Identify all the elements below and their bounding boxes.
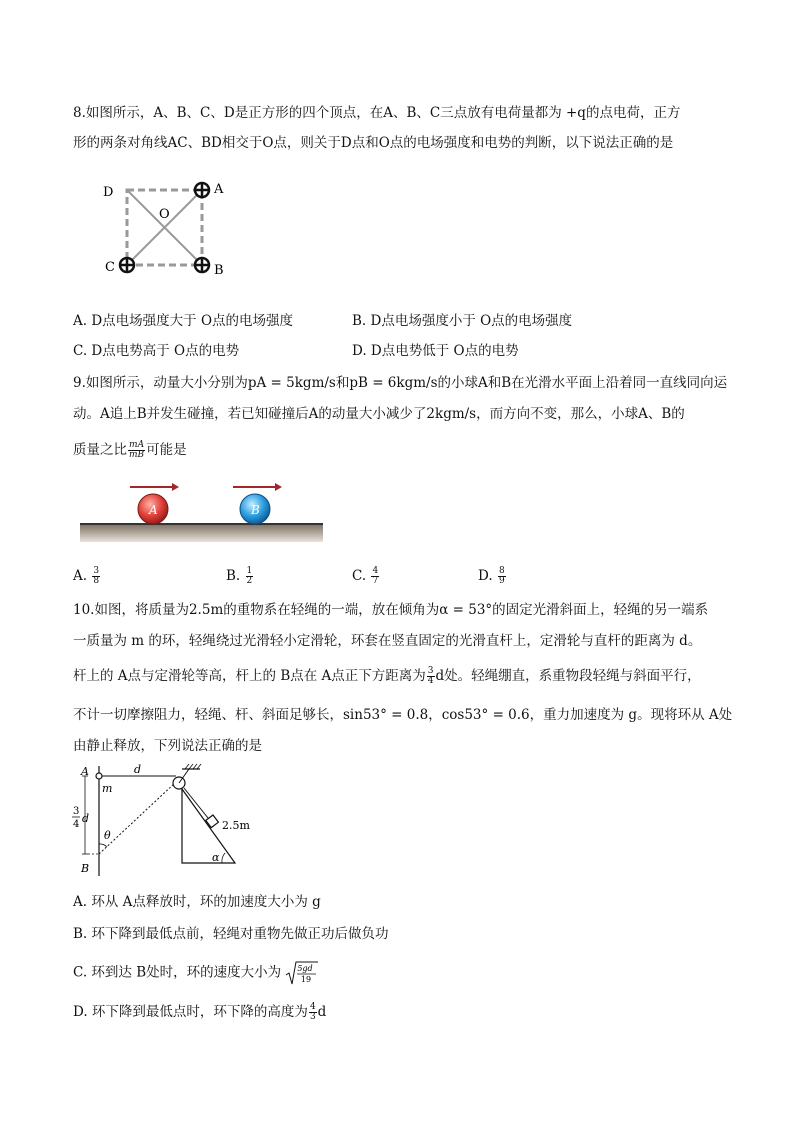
q8-option-a[interactable]: A. D点电场强度大于 O点的电场强度 xyxy=(73,313,294,329)
q8-option-c[interactable]: C. D点电势高于 O点的电势 xyxy=(73,343,240,359)
q10-distance-fraction: $\frac{3}{4}$ xyxy=(427,666,434,686)
q9-stem-line2: 动。A追上B并发生碰撞，若已知碰撞后A的动量大小减少了2kgm/s，而方向不变，那么，小球A、B的 xyxy=(73,406,685,422)
fig-label-d: d xyxy=(134,763,142,776)
q10-stem-line2: 一质量为 m 的环，轻绳绕过光滑轻小定滑轮，环套在竖直固定的光滑直杆上，定滑轮与直杆的距离为 d。 xyxy=(73,633,702,649)
opt-c-den: 19 xyxy=(301,975,312,984)
q9-ratio-suffix: 可能是 xyxy=(146,442,187,458)
q9-option-b[interactable]: B. $\frac{1}{2}$ xyxy=(226,566,253,586)
charge-a-icon xyxy=(195,183,209,197)
fig-label-m: m xyxy=(102,782,113,795)
q8-square-figure xyxy=(95,175,235,280)
charge-b-icon xyxy=(195,258,209,272)
q9-option-d[interactable]: D. $\frac{8}{9}$ xyxy=(478,566,505,586)
q10-option-b[interactable]: B. 环下降到最低点前，轻绳对重物先做正功后做负功 xyxy=(73,926,389,942)
opt-c-num: 5gd xyxy=(297,964,314,973)
q10-option-a[interactable]: A. 环从 A点释放时，环的加速度大小为 g xyxy=(73,894,321,910)
q9-stem-line3 xyxy=(73,440,187,460)
fig-label-alpha: α xyxy=(212,851,220,864)
label-c: C xyxy=(105,260,115,275)
q9-option-c[interactable]: C. $\frac{4}{7}$ xyxy=(352,566,379,586)
charge-c-icon xyxy=(120,258,134,272)
q9-ratio-prefix: 质量之比 xyxy=(73,442,127,458)
q10-pulley-figure xyxy=(72,762,272,880)
q10-stem-line3: 杆上的 A点与定滑轮等高，杆上的 B点在 A点正下方距离为 $\frac{3}{4}$ d处。轻绳绷直，系重物段轻绳与斜面平行， xyxy=(73,666,701,686)
q8-stem-line2: 形的两条对角线AC、BD相交于O点，则关于D点和O点的电场强度和电势的判断，以下说法正确的是 xyxy=(73,135,674,151)
fig-frac-den: 4 xyxy=(73,819,80,830)
q10-stem-line1: 10.如图，将质量为2.5m的重物系在轻绳的一端，放在倾角为α = 53°的固定光滑斜面上，轻绳的另一端系 xyxy=(73,602,709,618)
fig-label-b: B xyxy=(81,862,90,875)
label-b: B xyxy=(214,263,224,278)
q9-option-a[interactable]: A. $\frac{3}{8}$ xyxy=(73,566,100,586)
fig-label-mass: 2.5m xyxy=(222,819,250,832)
q9-stem-line1: 9.如图所示，动量大小分别为pA = 5kgm/s和pB = 6kgm/s的小球A和B在光滑水平面上沿着同一直线同向运 xyxy=(73,375,728,391)
q10-stem-line4: 不计一切摩擦阻力，轻绳、杆、斜面足够长，sin53° = 0.8，cos53° = 0.6，重力加速度为 g。现将环从 A处 xyxy=(73,707,733,723)
ball-b-label: B xyxy=(251,503,260,517)
fig-label-a: A xyxy=(81,765,89,778)
fig-label-theta: θ xyxy=(104,829,111,842)
ring-icon xyxy=(96,773,102,779)
label-o: O xyxy=(159,207,170,222)
q8-option-d[interactable]: D. D点电势低于 O点的电势 xyxy=(352,343,519,359)
arrow-b-icon xyxy=(233,483,282,491)
q9-collision-figure xyxy=(75,478,325,544)
arrow-a-icon xyxy=(130,483,179,491)
q8-option-b[interactable]: B. D点电场强度小于 O点的电场强度 xyxy=(352,313,573,329)
fig-frac-d: d xyxy=(82,812,90,825)
q10-option-d[interactable]: D. 环下降到最低点时，环下降的高度为 $\frac{4}{3}$ d xyxy=(73,1002,327,1022)
fig-frac-num: 3 xyxy=(73,806,80,817)
ball-a-label: A xyxy=(149,503,158,517)
sqrt-icon xyxy=(285,960,319,986)
label-d: D xyxy=(103,185,114,200)
q9-ratio-fraction: $\frac{mA}{mB}$ xyxy=(129,440,145,460)
q8-stem-line1: 8.如图所示，A、B、C、D是正方形的四个顶点，在A、B、C三点放有电荷量都为 +q的点电荷，正方 xyxy=(73,105,681,121)
q10-option-c[interactable]: C. 环到达 B处时，环的速度大小为 5gd 19 xyxy=(73,960,319,986)
q10-stem-line5: 由静止释放，下列说法正确的是 xyxy=(73,738,262,754)
label-a: A xyxy=(214,182,224,197)
pulley-icon xyxy=(173,764,201,789)
